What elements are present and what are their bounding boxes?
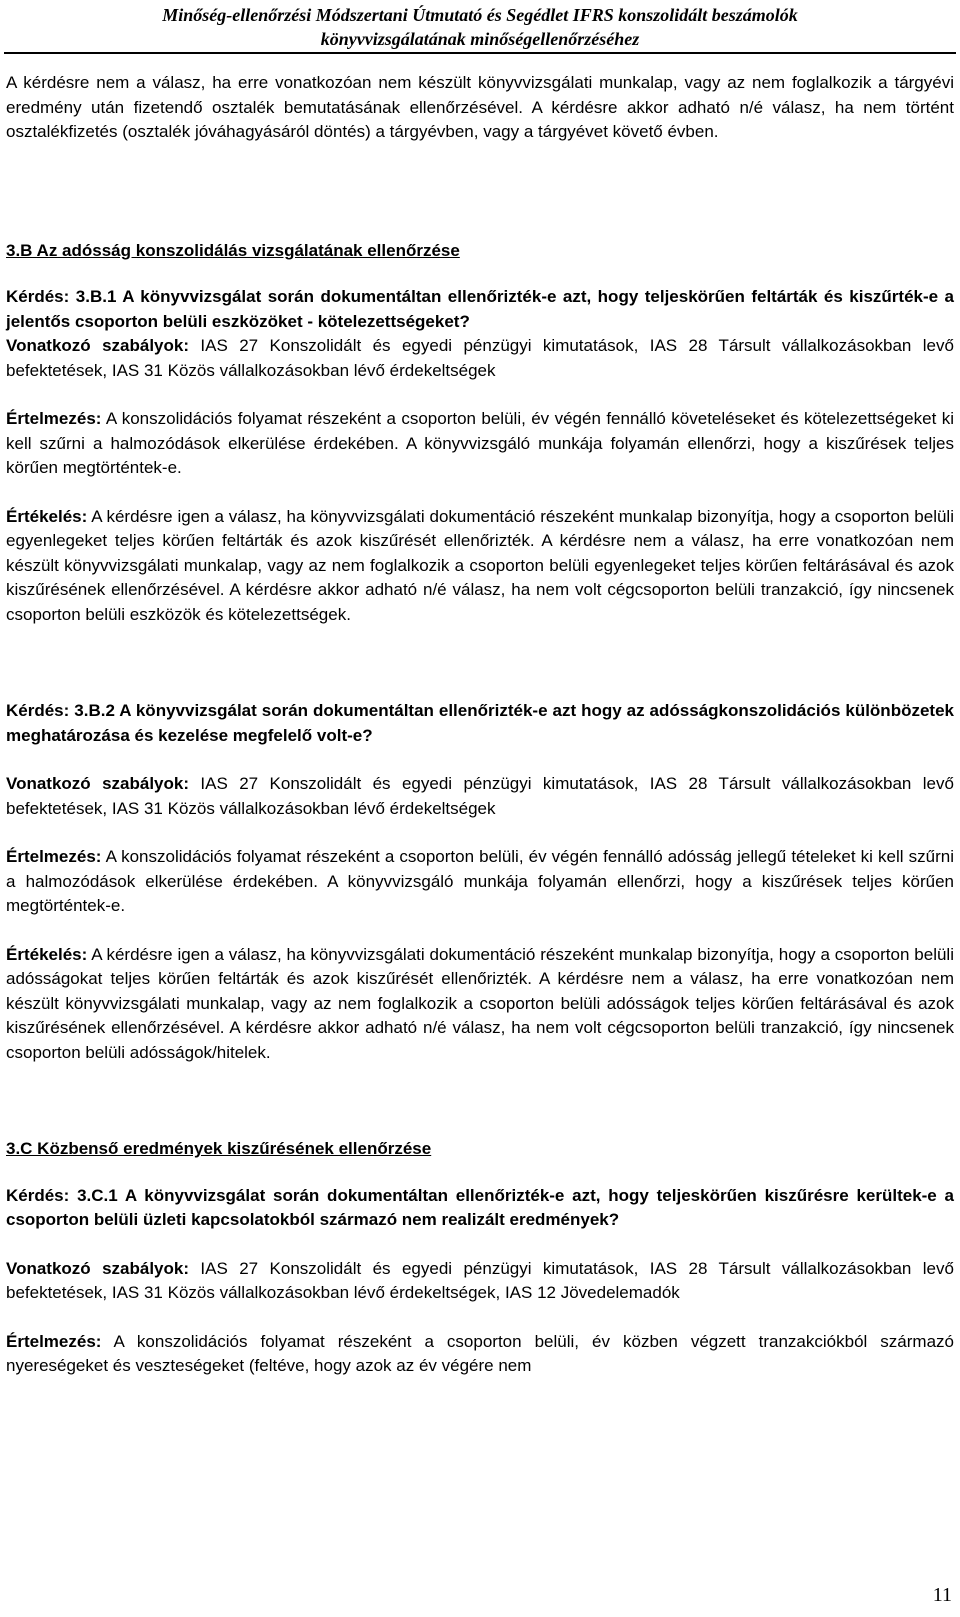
question-text: 3.B.1 A könyvvizsgálat során dokumentáltan ellenőrizték-e azt, hogy teljeskörűen feltárták és kiszűrték-e a jelentős csoporton belüli eszközöket - kötelezettségeket?	[6, 287, 954, 331]
evaluation-3b1	[6, 505, 954, 628]
interpretation-label: Értelmezés:	[6, 1331, 102, 1351]
rules-3c1	[6, 1257, 954, 1306]
interpretation-text: A konszolidációs folyamat részeként a csoporton belüli, év végén fennálló követeléseket és kötelezettségeket ki kell szűrni a halmozódások elkerülése érdekében. A könyvvizsgáló munkája folyamán ellenőrzi, hogy a kiszűrések teljes körűen megtörténtek-e.	[6, 409, 954, 477]
question-text: 3.C.1 A könyvvizsgálat során dokumentáltan ellenőrizték-e azt, hogy teljeskörűen kiszűrésre kerültek-e a csoporton belüli üzleti kapcsolatokból származó nem realizált eredmények?	[6, 1185, 954, 1229]
section-3b-title: 3.B Az adósság konszolidálás vizsgálatának ellenőrzése	[6, 240, 460, 260]
page-header	[60, 3, 900, 51]
interpretation-3b2	[6, 845, 954, 919]
evaluation-label: Értékelés:	[6, 506, 88, 526]
interpretation-text: A konszolidációs folyamat részeként a csoporton belüli, év közben végzett tranzakciókból származó nyereségeket és veszteségeket (feltéve, hogy azok az év végére nem	[6, 1331, 954, 1375]
rules-3b1	[6, 334, 954, 383]
page-content	[6, 71, 954, 1379]
section-3c-title: 3.C Közbenső eredmények kiszűrésének ellenőrzése	[6, 1139, 432, 1158]
question-3c1	[6, 1184, 954, 1233]
interpretation-3c1	[6, 1330, 954, 1379]
evaluation-text: A kérdésre igen a válasz, ha könyvvizsgálati dokumentáció részeként munkalap bizonyítja, hogy a csoporton belüli adósságokat teljes körűen feltárták és azok kiszűrését ellenőrizték. A kérdésre nem a válasz, ha erre vonatkozóan nem készült könyvvizsgálati munkalap, vagy az nem foglalkozik a csoporton belüli adósságok teljes körűen feltárásával és azok kiszűrésének ellenőrzésével. A kérdésre akkor adható n/é válasz, ha nem volt cégcsoporton belüli tranzakció, így nincsenek csoporton belüli adósságok/hitelek.	[6, 944, 954, 1062]
evaluation-label: Értékelés:	[6, 944, 88, 964]
interpretation-text: A konszolidációs folyamat részeként a csoporton belüli, év végén fennálló adósság jellegű tételeket ki kell szűrni a halmozódások elkerülése érdekében. A könyvvizsgáló munkája folyamán ellenőrzi, hogy a kiszűrések teljes körűen megtörténtek-e.	[6, 847, 954, 915]
question-3b1	[6, 285, 954, 334]
rules-text: IAS 27 Konszolidált és egyedi pénzügyi kimutatások, IAS 28 Társult vállalkozásokban levő befektetések, IAS 31 Közös vállalkozásokban lévő érdekeltségek, IAS 12 Jövedelemadók	[6, 1258, 954, 1302]
rules-label: Vonatkozó szabályok:	[6, 336, 190, 355]
evaluation-text: A kérdésre igen a válasz, ha könyvvizsgálati dokumentáció részeként munkalap bizonyítja, hogy a csoporton belüli egyenlegeket teljes körűen feltárták és azok kiszűrését ellenőrizték. A kérdésre nem a válasz, ha erre vonatkozóan nem készült könyvvizsgálati munkalap, vagy az nem foglalkozik a csoporton belüli egyenlegeket teljes körűen feltárásával és azok kiszűrésének ellenőrzésével. A kérdésre akkor adható n/é válasz, ha nem volt cégcsoporton belüli tranzakció, így nincsenek csoporton belüli eszközök és kötelezettségek.	[6, 506, 954, 624]
interpretation-label: Értelmezés:	[6, 847, 102, 866]
evaluation-3b2	[6, 943, 954, 1066]
rules-text: IAS 27 Konszolidált és egyedi pénzügyi kimutatások, IAS 28 Társult vállalkozásokban levő befektetések, IAS 31 Közös vállalkozásokban lévő érdekeltségek	[6, 774, 954, 818]
question-text: 3.B.2 A könyvvizsgálat során dokumentáltan ellenőrizték-e azt hogy az adósságkonszolidációs különbözetek meghatározása és kezelése megfelelő volt-e?	[6, 701, 954, 745]
question-label: Kérdés:	[6, 701, 70, 720]
question-label: Kérdés:	[6, 1185, 70, 1205]
interpretation-label: Értelmezés:	[6, 409, 102, 428]
header-divider	[4, 52, 956, 54]
page-number: 11	[932, 1584, 952, 1606]
rules-3b2	[6, 772, 954, 821]
rules-label: Vonatkozó szabályok:	[6, 774, 190, 793]
header-title-line-1: Minőség-ellenőrzési Módszertani Útmutató és Segédlet IFRS konszolidált beszámolók	[162, 5, 798, 25]
rules-label: Vonatkozó szabályok:	[6, 1258, 190, 1278]
question-label: Kérdés:	[6, 287, 70, 306]
intro-paragraph: A kérdésre nem a válasz, ha erre vonatkozóan nem készült könyvvizsgálati munkalap, vagy az nem foglalkozik a tárgyévi eredmény után fizetendő osztalék bemutatásának ellenőrzésével. A kérdésre akkor adható n/é válasz, ha nem történt osztalékfizetés (osztalék jóváhagyásáról döntés) a tárgyévben, vagy a tárgyévet követő évben.	[6, 73, 954, 141]
question-3b2	[6, 699, 954, 748]
interpretation-3b1	[6, 407, 954, 481]
rules-text: IAS 27 Konszolidált és egyedi pénzügyi kimutatások, IAS 28 Társult vállalkozásokban levő befektetések, IAS 31 Közös vállalkozásokban lévő érdekeltségek	[6, 336, 954, 380]
header-title-line-2: könyvvizsgálatának minőségellenőrzéséhez	[320, 29, 640, 49]
